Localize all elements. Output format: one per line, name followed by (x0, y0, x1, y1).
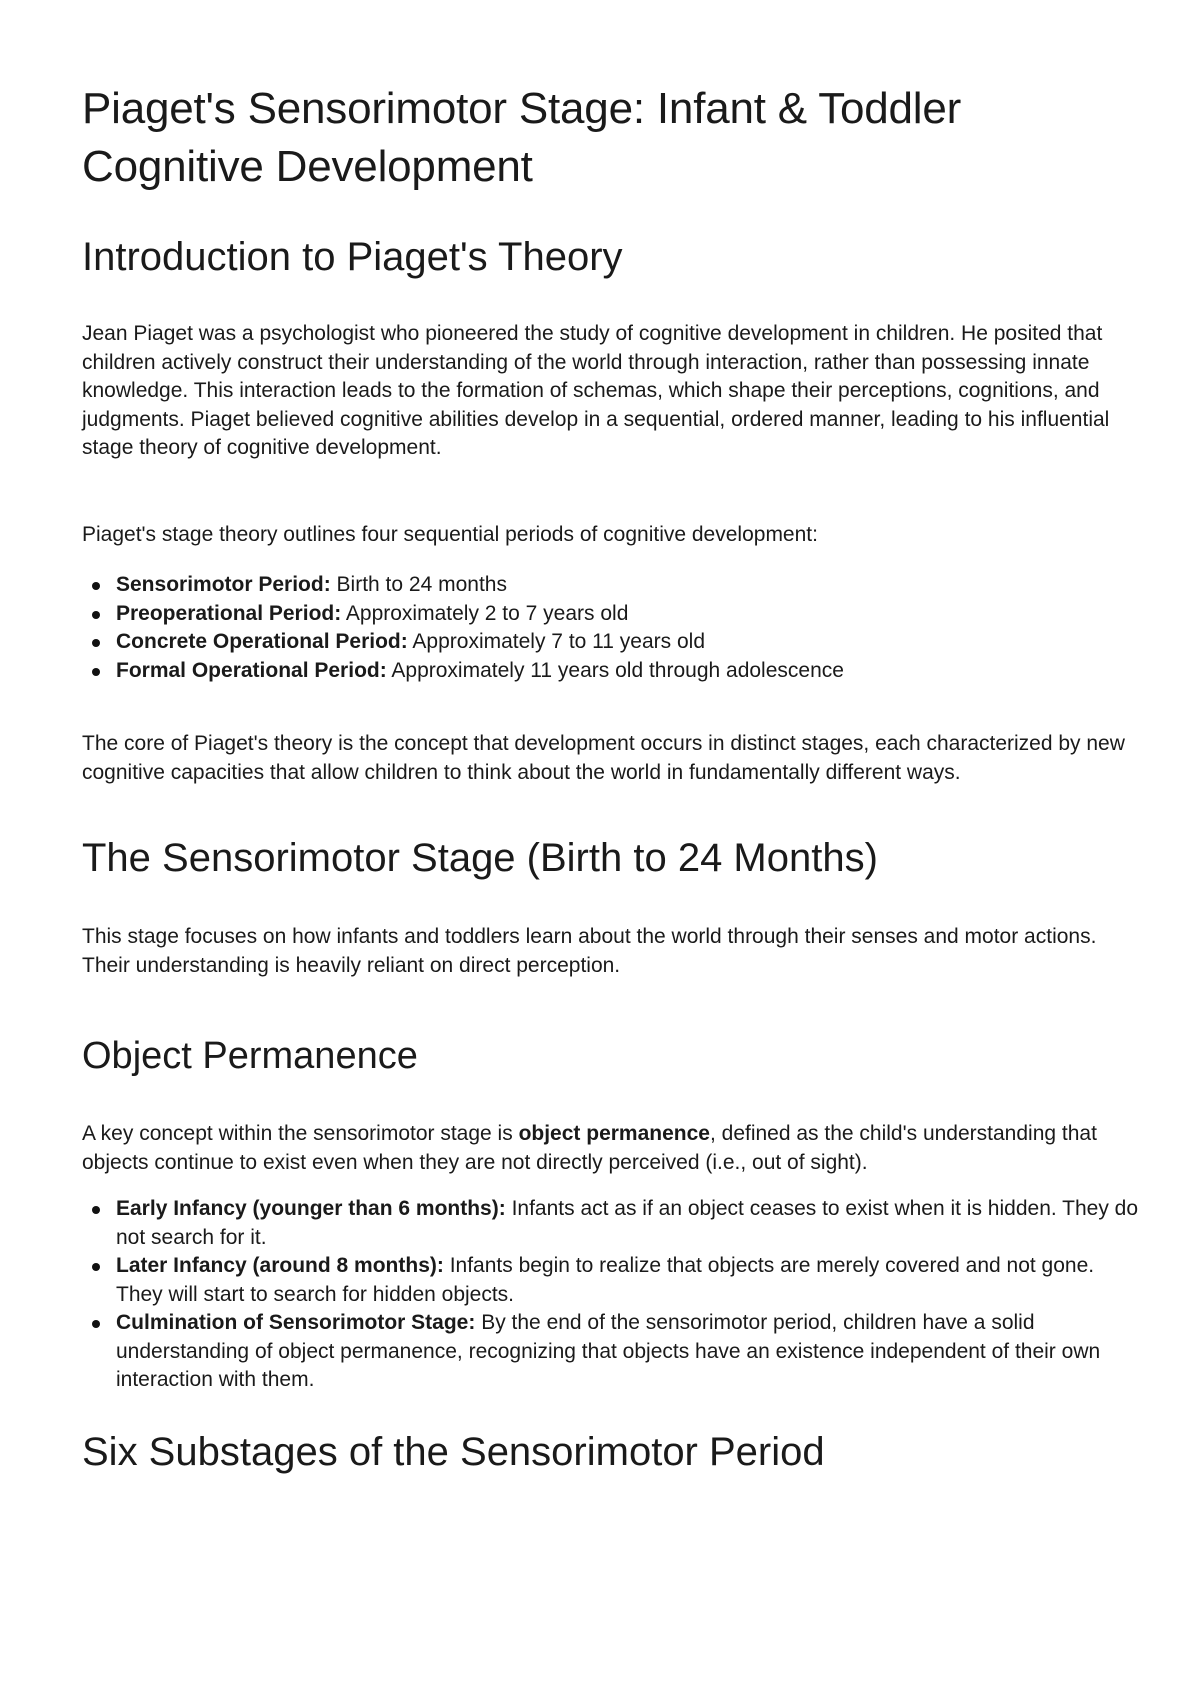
list-item-term: Formal Operational Period: (116, 658, 387, 682)
object-permanence-list (82, 1195, 1142, 1395)
list-item (116, 657, 1142, 686)
core-paragraph: The core of Piaget's theory is the concept that development occurs in distinct stages, each characterized by new cognitive capacities that allow children to think about the world in fundamentally different ways. (82, 732, 1125, 784)
list-item-term: Culmination of Sensorimotor Stage: (116, 1311, 476, 1334)
list-item (116, 1252, 1142, 1309)
stages-lead-paragraph: Piaget's stage theory outlines four sequential periods of cognitive development: (82, 522, 818, 546)
object-permanence-paragraph (82, 1120, 1142, 1177)
document-page (82, 0, 1142, 1477)
list-item-text: Birth to 24 months (330, 573, 507, 596)
list-item (116, 1309, 1142, 1395)
list-item-text: By the end of the sensorimotor period, children have a solid understanding of object permanence, recognizing that objects have an existence independent of their own interaction with them. (116, 1311, 1101, 1391)
list-item-text: Infants begin to realize that objects are merely covered and not gone. They will start to search for hidden objects. (116, 1254, 1095, 1306)
document-title: Piaget's Sensorimotor Stage: Infant & Toddler Cognitive Development (82, 84, 962, 191)
sensorimotor-heading: The Sensorimotor Stage (Birth to 24 Months) (82, 836, 878, 880)
list-item (116, 600, 1142, 629)
list-item-term: Later Infancy (around 8 months): (116, 1254, 444, 1277)
list-item-text: Infants act as if an object ceases to exist when it is hidden. They do not search for it. (116, 1197, 1139, 1249)
list-item (116, 571, 1142, 600)
list-item-term: Early Infancy (younger than 6 months): (116, 1197, 506, 1220)
list-item (116, 1195, 1142, 1252)
list-item-term: Sensorimotor Period: (116, 573, 331, 596)
list-item-text: Approximately 11 years old through adolescence (386, 658, 844, 682)
object-permanence-heading: Object Permanence (82, 1035, 418, 1077)
object-permanence-text-before: A key concept within the sensorimotor stage is (82, 1122, 519, 1145)
sensorimotor-paragraph: This stage focuses on how infants and toddlers learn about the world through their senses and motor actions. Their understanding is heavily reliant on direct perception. (82, 925, 1097, 977)
stages-list (82, 571, 1142, 685)
intro-heading: Introduction to Piaget's Theory (82, 235, 623, 279)
intro-paragraph: Jean Piaget was a psychologist who pioneered the study of cognitive development in children. He posited that children actively construct their understanding of the world through interaction, rather than possessing innate knowledge. This interaction leads to the formation of schemas, which shape their perceptions, cognitions, and judgments. Piaget believed cognitive abilities develop in a sequential, ordered manner, leading to his influential stage theory of cognitive development. (82, 322, 1110, 459)
object-permanence-text-after: , defined as the child's understanding that objects continue to exist even when they are not directly perceived (i.e., out of sight). (82, 1122, 1097, 1174)
list-item (116, 628, 1142, 657)
list-item-term: Preoperational Period: (116, 601, 342, 625)
list-item-text: Approximately 7 to 11 years old (407, 630, 706, 653)
list-item-term: Concrete Operational Period: (116, 630, 408, 653)
list-item-text: Approximately 2 to 7 years old (341, 601, 629, 625)
substages-heading: Six Substages of the Sensorimotor Period (82, 1429, 825, 1474)
object-permanence-term: object permanence (518, 1122, 710, 1145)
